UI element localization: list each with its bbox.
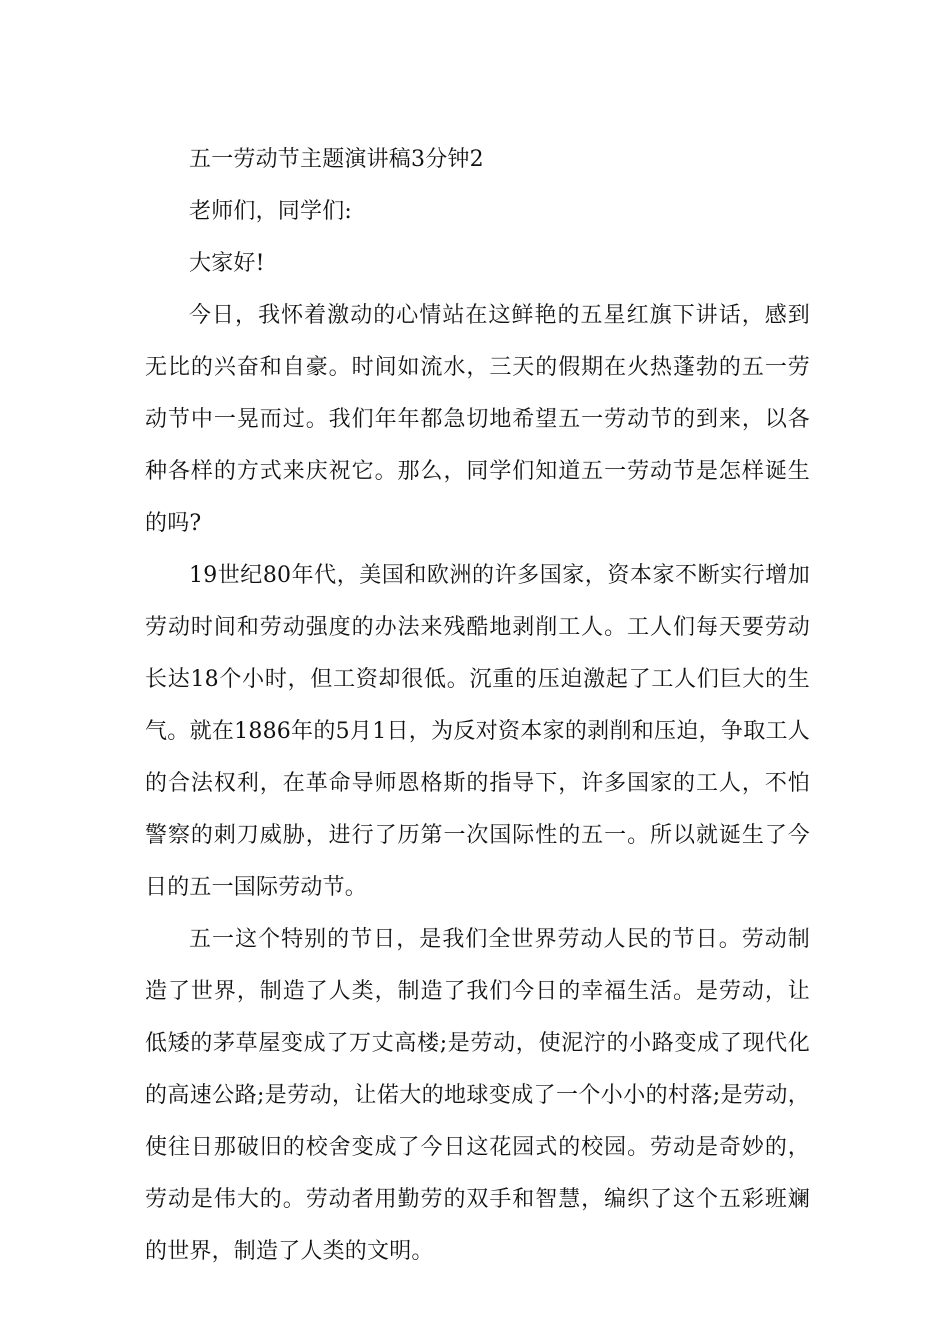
salutation: 老师们，同学们: (189, 199, 353, 224)
document-body (145, 134, 810, 1278)
body-paragraph: 19世纪80年代，美国和欧洲的许多国家，资本家不断实行增加劳动时间和劳动强度的办法来残酷地剥削工人。工人们每天要劳动长达18个小时，但工资却很低。沉重的压迫激起了工人们巨大的生气。就在1886年的5月1日，为反对资本家的剥削和压迫，争取工人的合法权利，在革命导师恩格斯的指导下，许多国家的工人，不怕警察的刺刀威胁，进行了历第一次国际性的五一。所以就诞生了今日的五一国际劳动节。 (145, 563, 810, 900)
document-title: 五一劳动节主题演讲稿3分钟2 (189, 147, 484, 172)
body-paragraph: 五一这个特别的节日，是我们全世界劳动人民的节日。劳动制造了世界，制造了人类，制造了我们今日的幸福生活。是劳动，让低矮的茅草屋变成了万丈高楼;是劳动，使泥泞的小路变成了现代化的高速公路;是劳动，让偌大的地球变成了一个小小的村落;是劳动，使往日那破旧的校舍变成了今日这花园式的校园。劳动是奇妙的，劳动是伟大的。劳动者用勤劳的双手和智慧，编织了这个五彩班斓的世界，制造了人类的文明。 (145, 927, 810, 1264)
body-paragraph: 今日，我怀着激动的心情站在这鲜艳的五星红旗下讲话，感到无比的兴奋和自豪。时间如流水，三天的假期在火热蓬勃的五一劳动节中一晃而过。我们年年都急切地希望五一劳动节的到来，以各种各样的方式来庆祝它。那么，同学们知道五一劳动节是怎样诞生的吗? (145, 303, 810, 536)
greeting: 大家好! (189, 251, 265, 276)
